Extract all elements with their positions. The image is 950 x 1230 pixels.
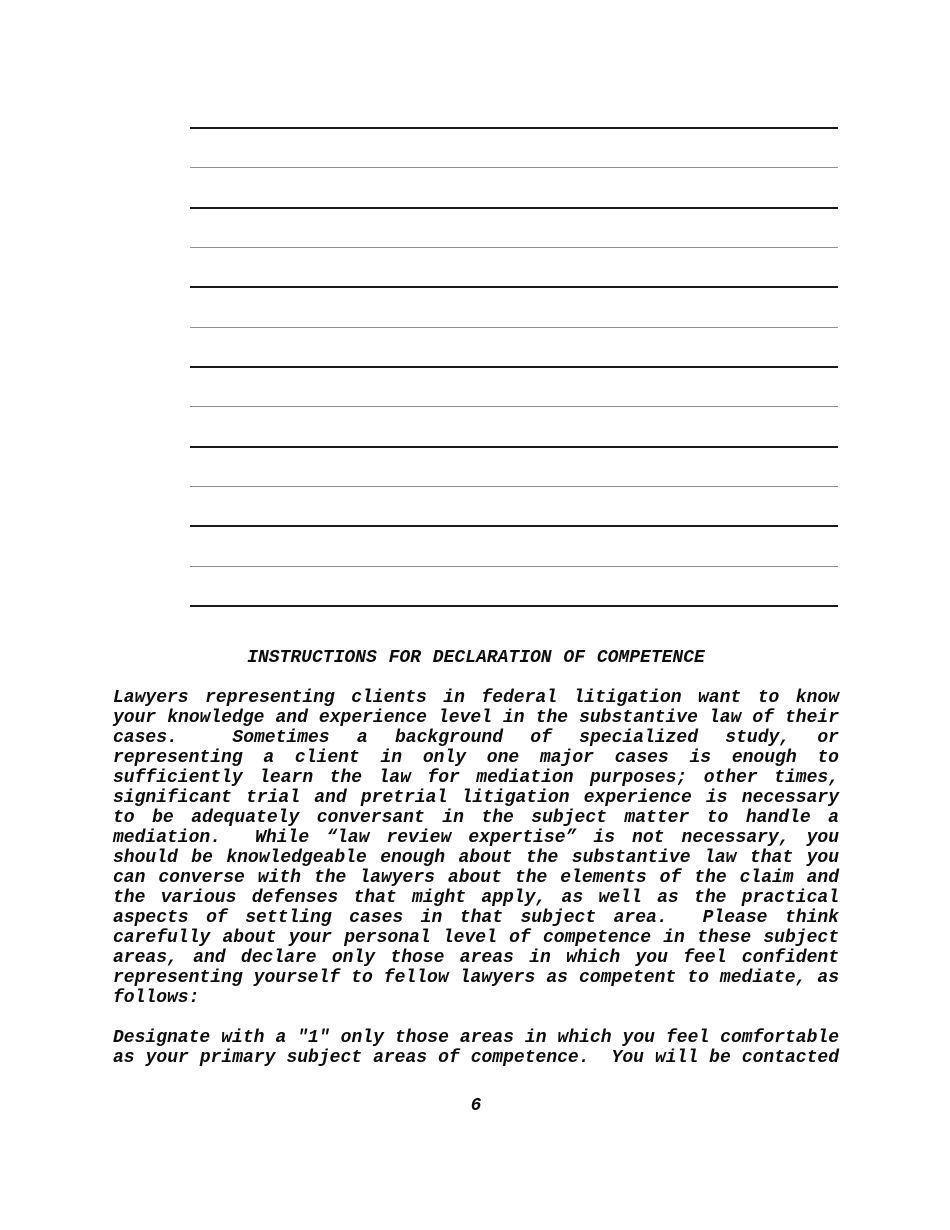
- text-line: as your primary subject areas of competence. You will be contacted: [113, 1048, 839, 1068]
- text-line: Lawyers representing clients in federal litigation want to know: [113, 688, 839, 708]
- text-line: mediation. While “law review expertise” is not necessary, you: [113, 828, 839, 848]
- ruled-line: [190, 366, 838, 368]
- ruled-line: [190, 127, 838, 129]
- text-line: areas, and declare only those areas in which you feel confident: [113, 948, 839, 968]
- text-line: can converse with the lawyers about the elements of the claim and: [113, 868, 839, 888]
- section-heading: INSTRUCTIONS FOR DECLARATION OF COMPETENCE: [247, 648, 705, 668]
- signature-lines: [190, 127, 838, 607]
- ruled-line: [190, 406, 838, 407]
- text-line: carefully about your personal level of competence in these subject: [113, 928, 839, 948]
- ruled-line: [190, 566, 838, 567]
- text-line: should be knowledgeable enough about the substantive law that you: [113, 848, 839, 868]
- text-line: your knowledge and experience level in the substantive law of their: [113, 708, 839, 728]
- ruled-line: [190, 605, 838, 607]
- text-line: aspects of settling cases in that subject area. Please think: [113, 908, 839, 928]
- ruled-line: [190, 247, 838, 248]
- text-line: Designate with a "1" only those areas in which you feel comfortable: [113, 1028, 839, 1048]
- ruled-line: [190, 167, 838, 168]
- ruled-line: [190, 286, 838, 288]
- text-line: to be adequately conversant in the subject matter to handle a: [113, 808, 839, 828]
- text-line: sufficiently learn the law for mediation purposes; other times,: [113, 768, 839, 788]
- text-line: the various defenses that might apply, as well as the practical: [113, 888, 839, 908]
- ruled-line: [190, 446, 838, 448]
- ruled-line: [190, 207, 838, 209]
- ruled-line: [190, 486, 838, 487]
- page-number: 6: [470, 1096, 482, 1116]
- text-line: significant trial and pretrial litigation experience is necessary: [113, 788, 839, 808]
- text-line: representing yourself to fellow lawyers as competent to mediate, as: [113, 968, 839, 988]
- text-line: cases. Sometimes a background of specialized study, or: [113, 728, 839, 748]
- text-line: follows:: [113, 988, 200, 1008]
- designation-paragraph: [113, 1028, 839, 1068]
- ruled-line: [190, 525, 838, 527]
- ruled-line: [190, 327, 838, 328]
- instructions-paragraph: [113, 688, 839, 1008]
- text-line: representing a client in only one major cases is enough to: [113, 748, 839, 768]
